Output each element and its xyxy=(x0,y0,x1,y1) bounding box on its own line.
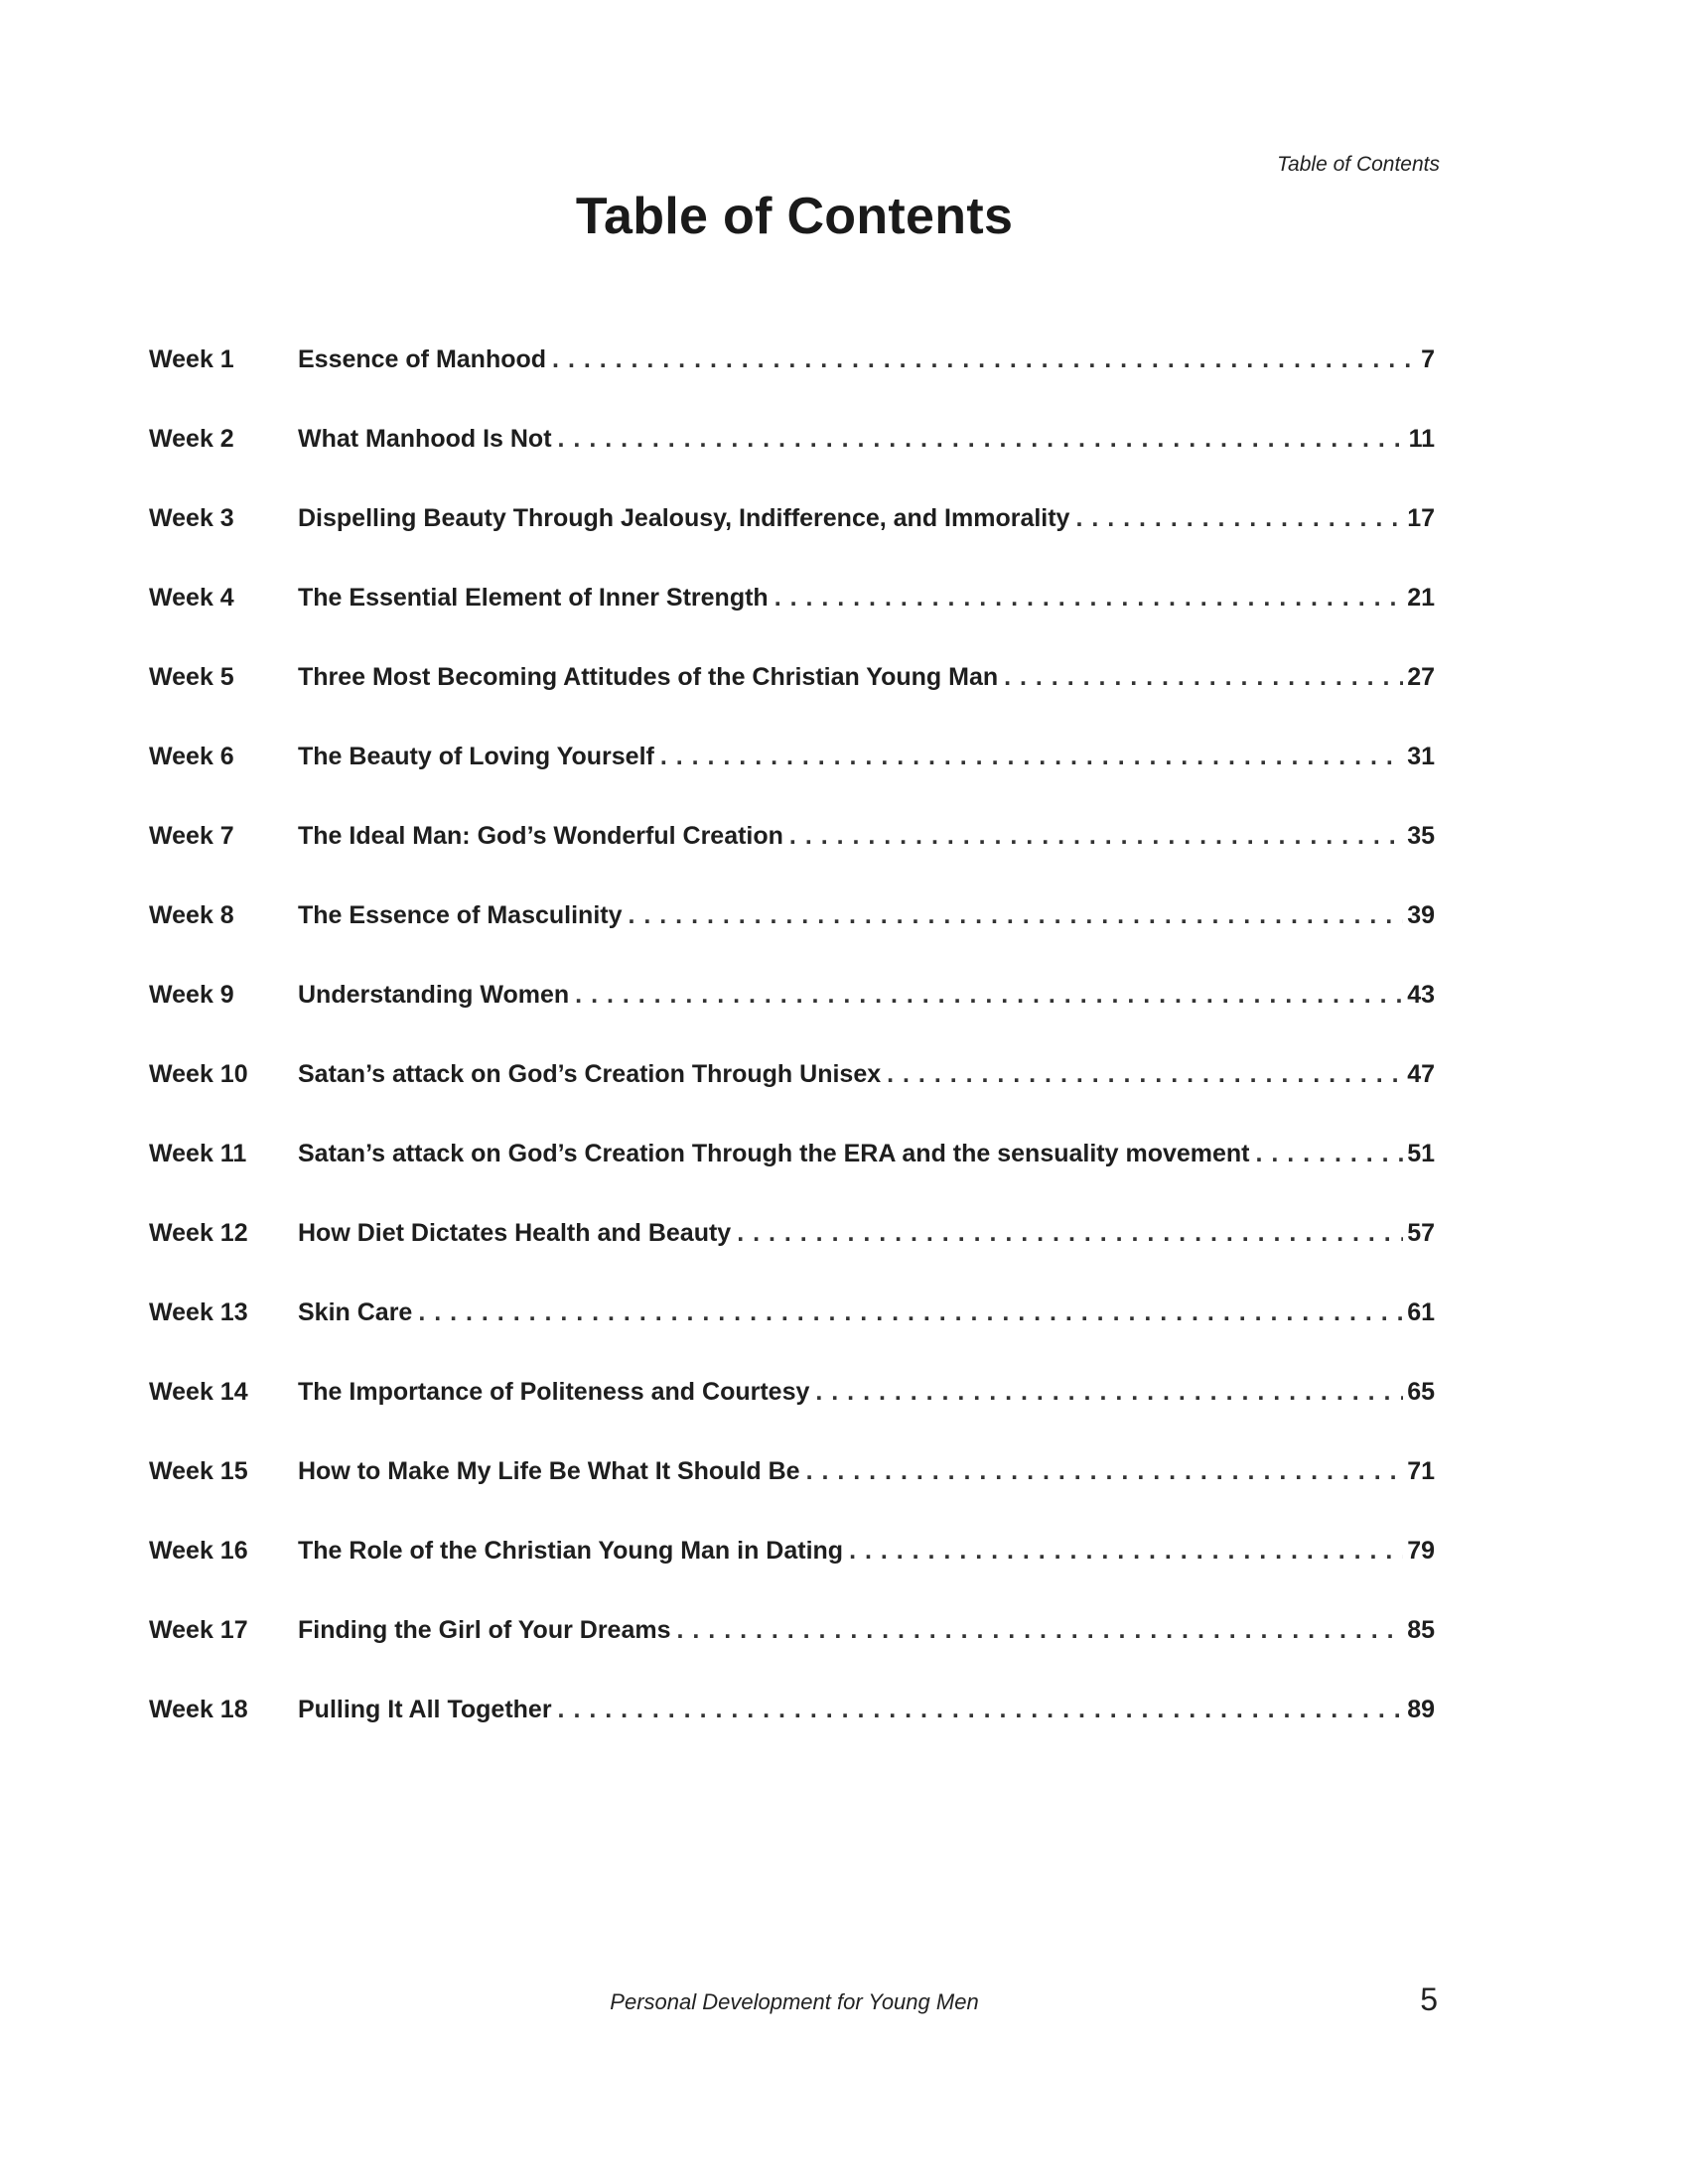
toc-week-label: Week 2 xyxy=(149,425,234,453)
dot-leader xyxy=(660,743,1403,771)
dot-leader xyxy=(575,981,1403,1010)
toc-entry-title[interactable]: Satan’s attack on God’s Creation Through Unisex xyxy=(298,1060,882,1088)
toc-page-number[interactable]: 43 xyxy=(1407,981,1435,1009)
page-title: Table of Contents xyxy=(575,188,1014,245)
toc-entry-title[interactable]: Skin Care xyxy=(298,1298,413,1326)
dot-leader xyxy=(806,1457,1404,1486)
toc-entry[interactable] xyxy=(149,1378,1435,1457)
toc-entry-title[interactable]: The Beauty of Loving Yourself xyxy=(298,743,654,770)
toc-entry[interactable] xyxy=(149,1537,1435,1616)
table-of-contents xyxy=(149,345,1435,1775)
dot-leader xyxy=(677,1616,1404,1645)
toc-page-number[interactable]: 39 xyxy=(1407,901,1435,929)
toc-entry-title[interactable]: What Manhood Is Not xyxy=(298,425,552,453)
toc-entry[interactable] xyxy=(149,1060,1435,1140)
toc-week-label: Week 11 xyxy=(149,1140,247,1167)
dot-leader xyxy=(1256,1140,1404,1168)
toc-week-label: Week 9 xyxy=(149,981,234,1009)
toc-entry-title[interactable]: Finding the Girl of Your Dreams xyxy=(298,1616,671,1644)
toc-entry[interactable] xyxy=(149,425,1435,504)
toc-week-label: Week 10 xyxy=(149,1060,248,1088)
toc-page-number[interactable]: 11 xyxy=(1408,425,1435,453)
toc-entry-title[interactable]: Essence of Manhood xyxy=(298,345,547,373)
toc-page-number[interactable]: 17 xyxy=(1407,504,1435,532)
toc-entry-title[interactable]: Pulling It All Together xyxy=(298,1696,552,1723)
toc-entry[interactable] xyxy=(149,1219,1435,1298)
toc-page-number[interactable]: 31 xyxy=(1407,743,1435,770)
dot-leader xyxy=(552,345,1417,374)
toc-page-number[interactable]: 35 xyxy=(1407,822,1435,850)
toc-entry[interactable] xyxy=(149,901,1435,981)
dot-leader xyxy=(789,822,1403,851)
toc-page-number[interactable]: 27 xyxy=(1407,663,1435,691)
toc-entry[interactable] xyxy=(149,1457,1435,1537)
toc-entry[interactable] xyxy=(149,743,1435,822)
dot-leader xyxy=(629,901,1404,930)
toc-entry-title[interactable]: The Role of the Christian Young Man in Dating xyxy=(298,1537,844,1565)
toc-page-number[interactable]: 65 xyxy=(1407,1378,1435,1406)
dot-leader xyxy=(774,584,1403,613)
toc-entry[interactable] xyxy=(149,504,1435,584)
footer-book-title: Personal Development for Young Men xyxy=(610,1989,979,2014)
toc-week-label: Week 17 xyxy=(149,1616,248,1644)
toc-page-number[interactable]: 47 xyxy=(1407,1060,1435,1088)
toc-week-label: Week 4 xyxy=(149,584,234,612)
toc-entry[interactable] xyxy=(149,1298,1435,1378)
toc-page-number[interactable]: 79 xyxy=(1407,1537,1435,1565)
dot-leader xyxy=(418,1298,1403,1327)
toc-week-label: Week 5 xyxy=(149,663,234,691)
toc-week-label: Week 15 xyxy=(149,1457,248,1485)
toc-week-label: Week 8 xyxy=(149,901,234,929)
toc-week-label: Week 12 xyxy=(149,1219,248,1247)
dot-leader xyxy=(558,425,1405,454)
dot-leader xyxy=(558,1696,1404,1724)
toc-page-number[interactable]: 89 xyxy=(1407,1696,1435,1723)
toc-entry[interactable] xyxy=(149,345,1435,425)
toc-entry[interactable] xyxy=(149,1616,1435,1696)
toc-entry[interactable] xyxy=(149,1140,1435,1219)
toc-entry-title[interactable]: Satan’s attack on God’s Creation Through the ERA and the sensuality movement xyxy=(298,1140,1250,1167)
toc-entry[interactable] xyxy=(149,663,1435,743)
toc-entry-title[interactable]: The Importance of Politeness and Courtesy xyxy=(298,1378,810,1406)
toc-entry-title[interactable]: Three Most Becoming Attitudes of the Christian Young Man xyxy=(298,663,999,691)
toc-entry-title[interactable]: The Essence of Masculinity xyxy=(298,901,623,929)
toc-page-number[interactable]: 21 xyxy=(1407,584,1435,612)
toc-page-number[interactable]: 61 xyxy=(1407,1298,1435,1326)
dot-leader xyxy=(849,1537,1403,1566)
toc-page-number[interactable]: 51 xyxy=(1407,1140,1435,1167)
dot-leader xyxy=(1075,504,1403,533)
dot-leader xyxy=(887,1060,1403,1089)
toc-week-label: Week 1 xyxy=(149,345,234,373)
toc-week-label: Week 7 xyxy=(149,822,234,850)
dot-leader xyxy=(815,1378,1403,1407)
toc-week-label: Week 3 xyxy=(149,504,234,532)
toc-entry-title[interactable]: How Diet Dictates Health and Beauty xyxy=(298,1219,732,1247)
toc-entry-title[interactable]: Understanding Women xyxy=(298,981,570,1009)
toc-entry[interactable] xyxy=(149,1696,1435,1775)
dot-leader xyxy=(1004,663,1403,692)
toc-week-label: Week 18 xyxy=(149,1696,248,1723)
toc-entry[interactable] xyxy=(149,981,1435,1060)
toc-entry-title[interactable]: Dispelling Beauty Through Jealousy, Indifference, and Immorality xyxy=(298,504,1070,532)
dot-leader xyxy=(737,1219,1403,1248)
toc-week-label: Week 16 xyxy=(149,1537,248,1565)
running-header: Table of Contents xyxy=(1277,153,1440,176)
toc-entry[interactable] xyxy=(149,822,1435,901)
toc-entry-title[interactable]: How to Make My Life Be What It Should Be xyxy=(298,1457,800,1485)
toc-page-number[interactable]: 71 xyxy=(1407,1457,1435,1485)
toc-page-number[interactable]: 7 xyxy=(1421,345,1435,373)
toc-entry[interactable] xyxy=(149,584,1435,663)
toc-page-number[interactable]: 85 xyxy=(1407,1616,1435,1644)
toc-week-label: Week 14 xyxy=(149,1378,248,1406)
toc-week-label: Week 6 xyxy=(149,743,234,770)
toc-entry-title[interactable]: The Ideal Man: God’s Wonderful Creation xyxy=(298,822,783,850)
page-number: 5 xyxy=(1420,1981,1438,2017)
toc-page-number[interactable]: 57 xyxy=(1407,1219,1435,1247)
toc-entry-title[interactable]: The Essential Element of Inner Strength xyxy=(298,584,769,612)
toc-week-label: Week 13 xyxy=(149,1298,248,1326)
